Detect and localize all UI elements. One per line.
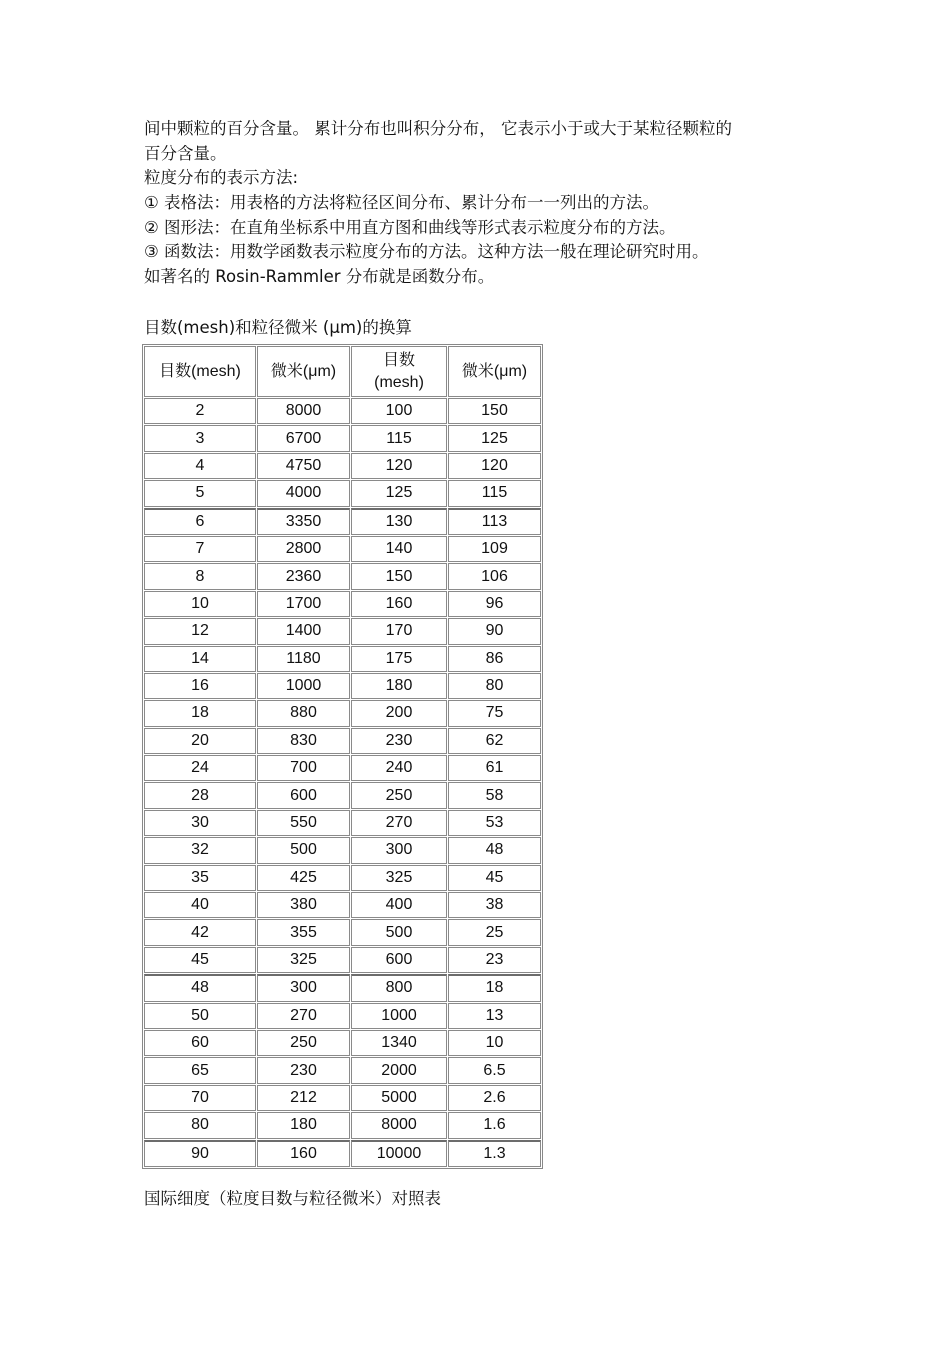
table-row [144,508,541,535]
table-row [144,865,541,891]
intro-line: 粒度分布的表示方法: [144,168,299,188]
cell-micron-2: 38 [448,892,541,918]
table-row [144,453,541,479]
table-row [144,480,541,506]
cell-mesh-2: 130 [351,508,447,535]
table-row [144,755,541,781]
cell-mesh-2: 1000 [351,1003,447,1029]
cell-mesh-1: 50 [144,1003,256,1029]
header-mesh-2: 目数 (mesh) [351,346,447,397]
cell-micron-1: 500 [257,837,350,863]
cell-mesh-2: 180 [351,673,447,699]
cell-micron-2: 48 [448,837,541,863]
cell-micron-2: 58 [448,782,541,808]
cell-mesh-1: 6 [144,508,256,535]
cell-micron-1: 830 [257,728,350,754]
cell-mesh-1: 32 [144,837,256,863]
cell-mesh-2: 270 [351,810,447,836]
cell-mesh-2: 400 [351,892,447,918]
cell-micron-1: 270 [257,1003,350,1029]
cell-mesh-1: 48 [144,974,256,1001]
cell-micron-1: 2800 [257,536,350,562]
cell-micron-1: 2360 [257,563,350,589]
cell-micron-2: 2.6 [448,1085,541,1111]
cell-micron-2: 113 [448,508,541,535]
cell-micron-1: 550 [257,810,350,836]
cell-mesh-1: 24 [144,755,256,781]
table-row [144,1057,541,1083]
cell-mesh-2: 325 [351,865,447,891]
cell-micron-2: 75 [448,700,541,726]
table-row [144,892,541,918]
cell-micron-2: 61 [448,755,541,781]
intro-line: ③ 函数法：用数学函数表示粒度分布的方法。这种方法一般在理论研究时用。 [144,242,709,262]
cell-mesh-2: 10000 [351,1140,447,1167]
cell-micron-2: 25 [448,919,541,945]
header-mesh-1: 目数(mesh) [144,346,256,397]
cell-micron-2: 96 [448,591,541,617]
cell-micron-1: 325 [257,947,350,973]
cell-mesh-1: 30 [144,810,256,836]
cell-micron-1: 355 [257,919,350,945]
cell-micron-1: 212 [257,1085,350,1111]
cell-mesh-2: 250 [351,782,447,808]
cell-micron-2: 6.5 [448,1057,541,1083]
cell-mesh-1: 16 [144,673,256,699]
cell-mesh-1: 8 [144,563,256,589]
table-row [144,591,541,617]
cell-mesh-1: 70 [144,1085,256,1111]
cell-mesh-2: 115 [351,425,447,451]
cell-micron-1: 180 [257,1112,350,1138]
intro-line: 如著名的 Rosin-Rammler 分布就是函数分布。 [144,267,495,287]
table-row [144,563,541,589]
cell-mesh-2: 2000 [351,1057,447,1083]
cell-micron-2: 10 [448,1030,541,1056]
cell-mesh-2: 240 [351,755,447,781]
cell-micron-2: 13 [448,1003,541,1029]
cell-micron-1: 300 [257,974,350,1001]
cell-mesh-2: 5000 [351,1085,447,1111]
next-section-title: 国际细度（粒度目数与粒径微米）对照表 [144,1189,441,1208]
cell-micron-1: 8000 [257,398,350,424]
cell-micron-2: 86 [448,646,541,672]
table-row [144,974,541,1001]
table-row [144,782,541,808]
table-row [144,810,541,836]
intro-line: 百分含量。 [144,143,227,163]
table-row [144,837,541,863]
mesh-micron-conversion-table [142,344,543,1169]
intro-line: ① 表格法：用表格的方法将粒径区间分布、累计分布一一列出的方法。 [144,193,660,213]
cell-mesh-2: 600 [351,947,447,973]
cell-mesh-2: 200 [351,700,447,726]
cell-mesh-1: 80 [144,1112,256,1138]
cell-mesh-2: 1340 [351,1030,447,1056]
table-row [144,700,541,726]
cell-micron-1: 160 [257,1140,350,1167]
cell-micron-2: 150 [448,398,541,424]
cell-mesh-2: 800 [351,974,447,1001]
table-row [144,947,541,973]
cell-micron-1: 380 [257,892,350,918]
cell-micron-1: 250 [257,1030,350,1056]
cell-micron-1: 600 [257,782,350,808]
cell-mesh-1: 2 [144,398,256,424]
table-row [144,398,541,424]
cell-micron-1: 230 [257,1057,350,1083]
cell-micron-2: 23 [448,947,541,973]
cell-mesh-1: 90 [144,1140,256,1167]
table-row [144,1003,541,1029]
cell-micron-2: 1.6 [448,1112,541,1138]
cell-micron-2: 120 [448,453,541,479]
cell-micron-1: 4000 [257,480,350,506]
cell-mesh-1: 5 [144,480,256,506]
cell-mesh-1: 42 [144,919,256,945]
intro-line: 间中颗粒的百分含量。 累计分布也叫积分分布， 它表示小于或大于某粒径颗粒的 [144,119,732,138]
cell-mesh-1: 45 [144,947,256,973]
cell-mesh-2: 120 [351,453,447,479]
cell-micron-2: 1.3 [448,1140,541,1167]
cell-mesh-2: 170 [351,618,447,644]
cell-micron-2: 90 [448,618,541,644]
cell-mesh-1: 10 [144,591,256,617]
cell-micron-1: 1000 [257,673,350,699]
cell-mesh-1: 20 [144,728,256,754]
cell-micron-2: 62 [448,728,541,754]
table-row [144,673,541,699]
cell-mesh-1: 65 [144,1057,256,1083]
cell-micron-2: 109 [448,536,541,562]
cell-mesh-1: 4 [144,453,256,479]
table-row [144,1085,541,1111]
cell-micron-2: 125 [448,425,541,451]
cell-mesh-1: 14 [144,646,256,672]
cell-micron-2: 45 [448,865,541,891]
cell-mesh-1: 18 [144,700,256,726]
cell-mesh-2: 150 [351,563,447,589]
cell-mesh-2: 160 [351,591,447,617]
cell-mesh-2: 100 [351,398,447,424]
table-caption: 目数(mesh)和粒径微米 (μm)的换算 [144,318,412,337]
cell-micron-1: 1400 [257,618,350,644]
cell-micron-2: 115 [448,480,541,506]
cell-mesh-1: 3 [144,425,256,451]
cell-micron-2: 106 [448,563,541,589]
table-header-row [144,346,541,397]
cell-micron-2: 18 [448,974,541,1001]
cell-micron-1: 1180 [257,646,350,672]
table-row [144,919,541,945]
table-row [144,536,541,562]
cell-mesh-2: 125 [351,480,447,506]
cell-micron-1: 6700 [257,425,350,451]
cell-mesh-2: 500 [351,919,447,945]
cell-micron-2: 80 [448,673,541,699]
cell-mesh-1: 35 [144,865,256,891]
cell-mesh-1: 40 [144,892,256,918]
table-row [144,425,541,451]
cell-mesh-1: 28 [144,782,256,808]
table-row [144,618,541,644]
table-body [144,398,541,1167]
table-row [144,728,541,754]
cell-mesh-2: 8000 [351,1112,447,1138]
cell-mesh-2: 140 [351,536,447,562]
table-row [144,1030,541,1056]
cell-micron-1: 700 [257,755,350,781]
cell-mesh-1: 7 [144,536,256,562]
cell-mesh-2: 175 [351,646,447,672]
cell-mesh-2: 230 [351,728,447,754]
table-row [144,646,541,672]
cell-micron-1: 3350 [257,508,350,535]
cell-mesh-2: 300 [351,837,447,863]
header-micron-2: 微米(μm) [448,346,541,397]
table-row [144,1140,541,1167]
intro-paragraph [144,117,824,290]
header-micron-1: 微米(μm) [257,346,350,397]
cell-mesh-1: 12 [144,618,256,644]
table-row [144,1112,541,1138]
cell-micron-1: 4750 [257,453,350,479]
cell-micron-1: 425 [257,865,350,891]
cell-micron-1: 1700 [257,591,350,617]
intro-line: ② 图形法：在直角坐标系中用直方图和曲线等形式表示粒度分布的方法。 [144,217,676,237]
cell-mesh-1: 60 [144,1030,256,1056]
cell-micron-1: 880 [257,700,350,726]
cell-micron-2: 53 [448,810,541,836]
